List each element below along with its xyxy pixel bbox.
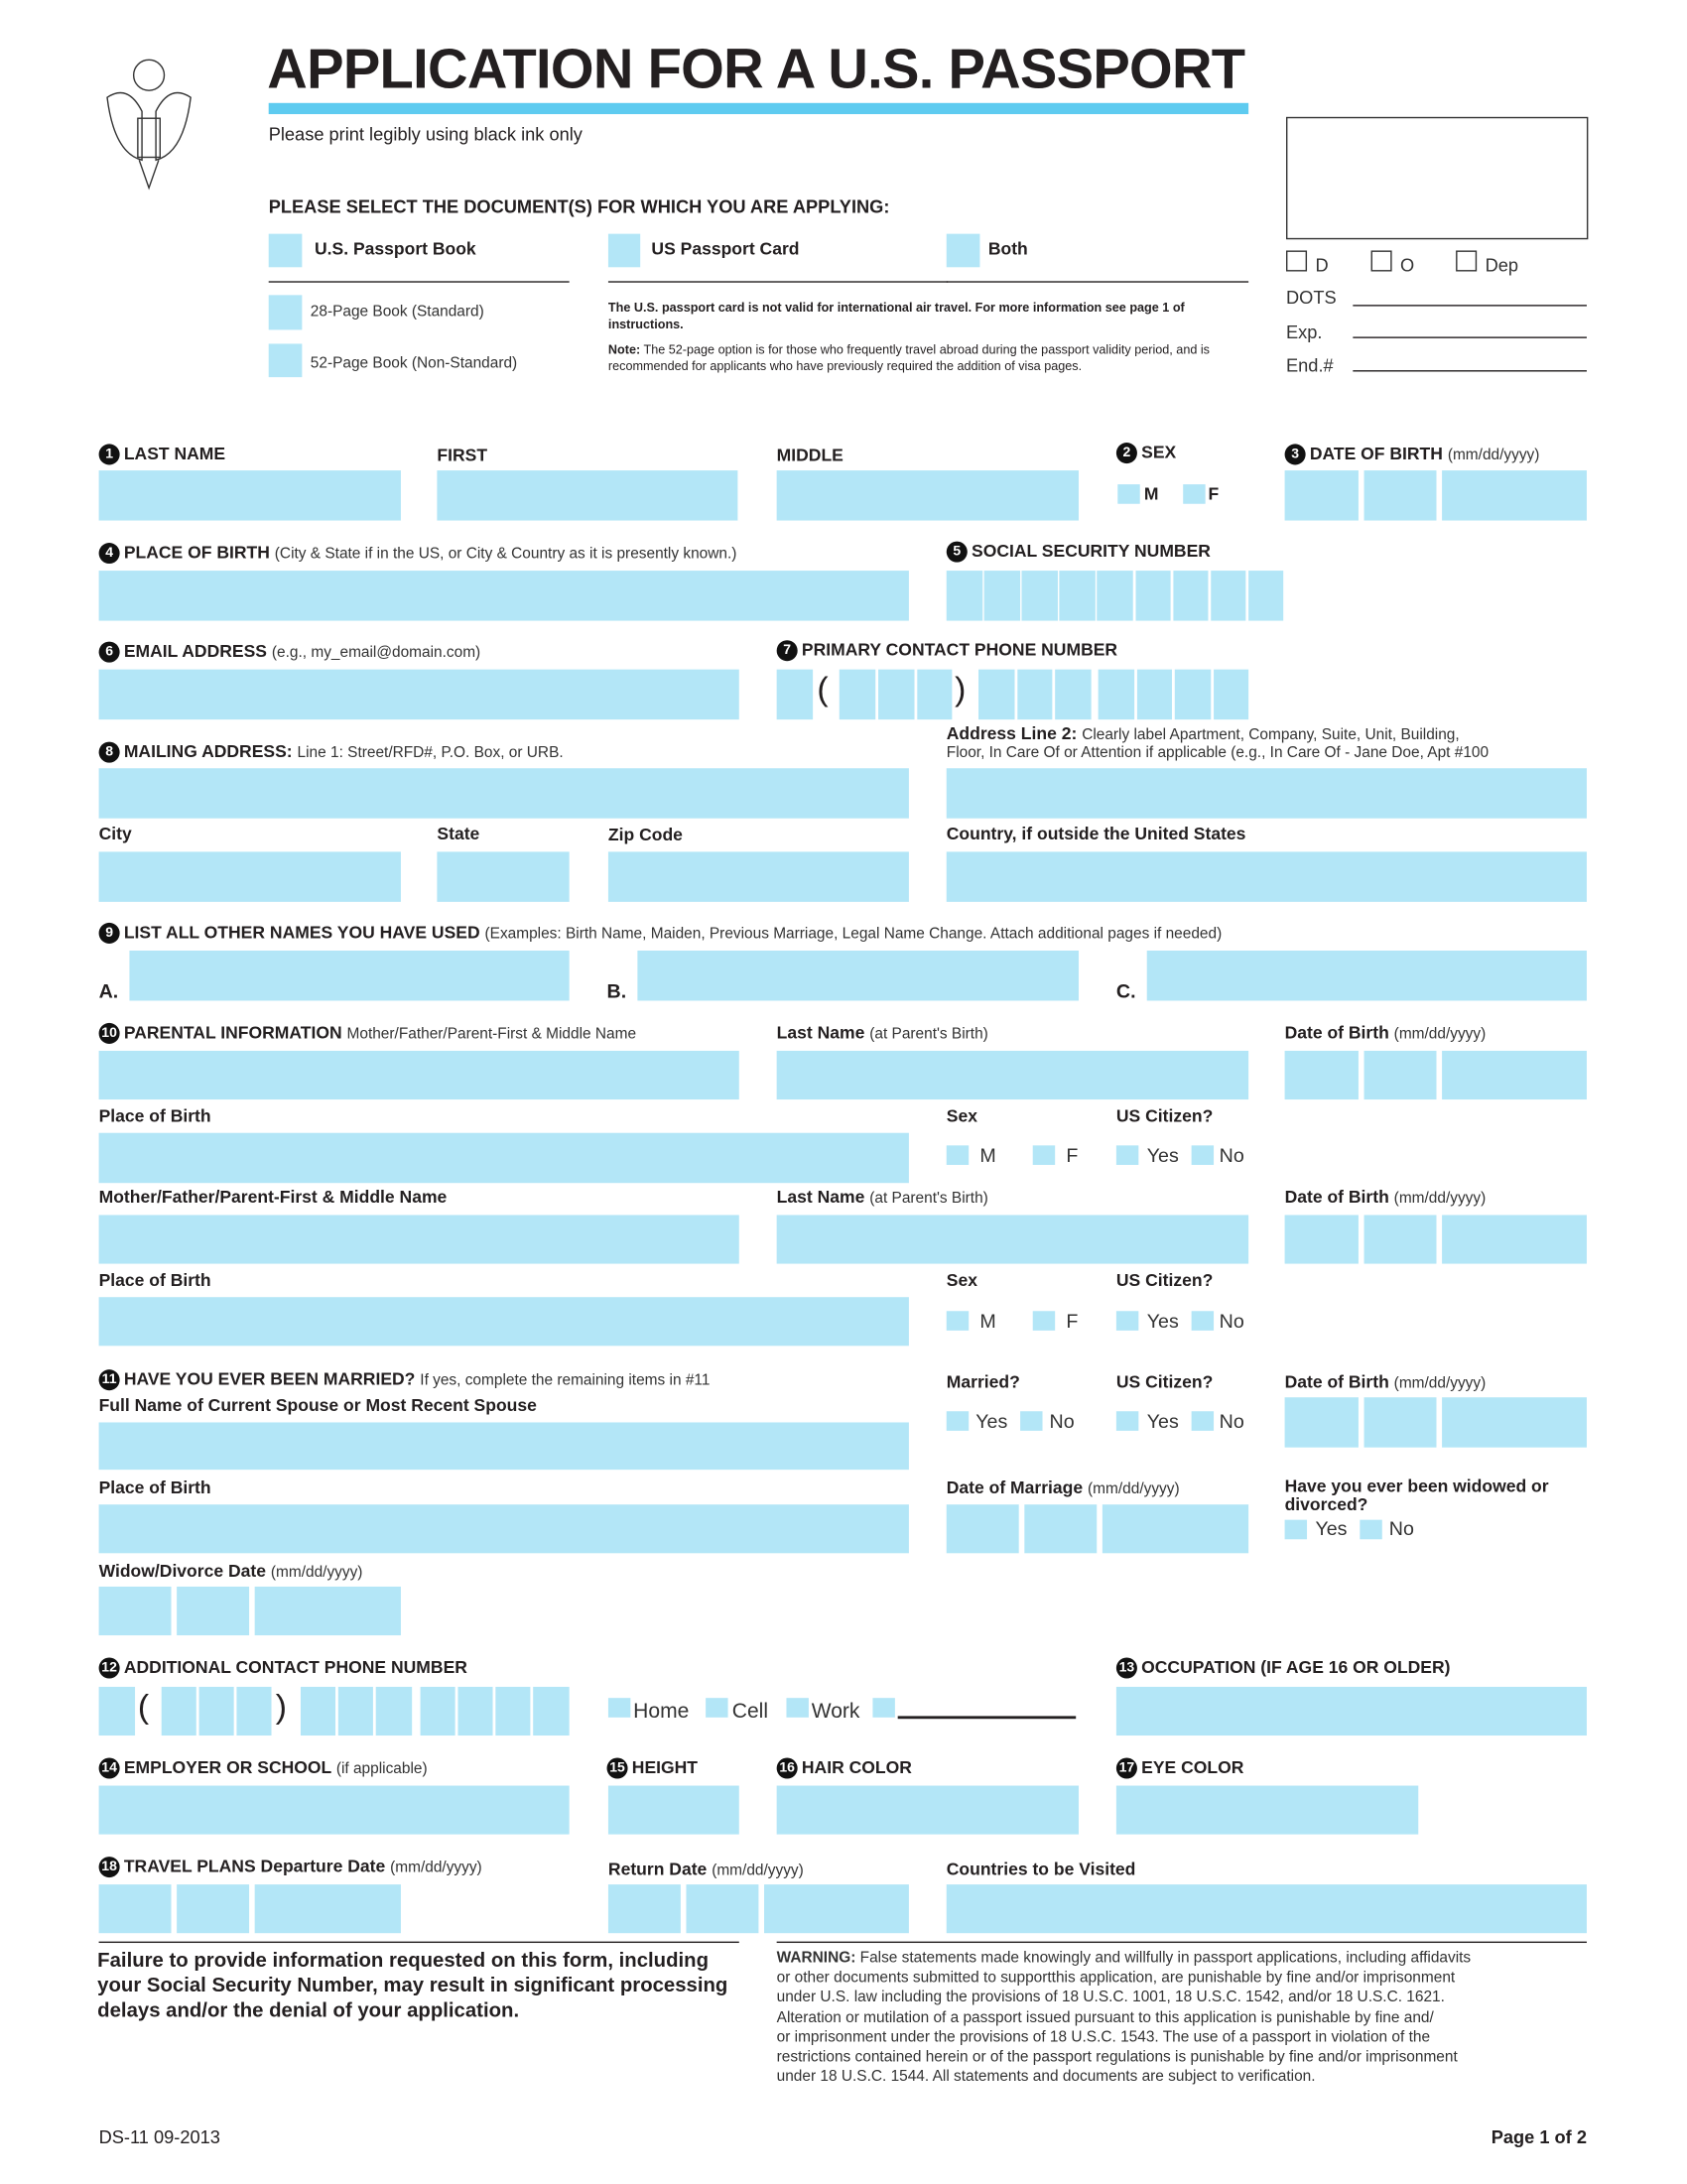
spouse-citizen-yes-label: Yes [1146,1409,1179,1433]
book52-label: 52-Page Book (Non-Standard) [310,354,518,372]
phone-digit-10[interactable] [1214,670,1248,719]
widowed-yes-checkbox[interactable] [1285,1520,1307,1540]
spouse-name-label: Full Name of Current Spouse or Most Recent Spouse [98,1395,537,1416]
additional-phone-label: ADDITIONAL CONTACT PHONE NUMBER [123,1657,467,1678]
item-number-icon: 14 [99,1757,120,1778]
eye-color-input[interactable] [1116,1786,1418,1835]
title-bar [269,103,1248,114]
parent1-dob-label: Date of Birth [1284,1022,1389,1043]
dob-hint: (mm/dd/yyyy) [1447,447,1540,464]
item-number-icon: 12 [99,1657,120,1678]
address-line2-label: Address Line 2: [946,723,1078,743]
failure-line: your Social Security Number, may result in significant processing [97,1975,728,1997]
sex-m-checkbox[interactable] [1117,484,1139,504]
divider [99,1942,739,1943]
parent1-dob-day[interactable] [1364,1051,1437,1099]
passport-book-label: U.S. Passport Book [314,239,476,259]
employer-hint: (if applicable) [335,1760,428,1778]
parent1-citizen-label: US Citizen? [1115,1106,1214,1126]
eye-color-label: EYE COLOR [1141,1757,1244,1778]
parent1-dob-year[interactable] [1442,1051,1587,1099]
state-input[interactable] [437,851,569,901]
spouse-dob-year[interactable] [1442,1397,1587,1447]
parent2-f-checkbox[interactable] [1033,1311,1055,1331]
phone-other-line[interactable] [898,1716,1077,1719]
add-phone-digit-5[interactable] [338,1687,373,1735]
spouse-dob-day[interactable] [1364,1397,1437,1447]
dob-year[interactable] [1442,470,1587,520]
spouse-citizen-label: US Citizen? [1115,1371,1214,1392]
both-label: Both [987,239,1028,259]
item-number-icon: 1 [99,444,120,464]
spouse-citizen-no-label: No [1219,1409,1244,1433]
item-number-icon: 10 [99,1023,120,1044]
parent2-m-checkbox[interactable] [947,1311,969,1331]
email-label: EMAIL ADDRESS [123,641,268,662]
parent1-no-label: No [1219,1143,1244,1167]
item-number-icon: 8 [99,742,120,763]
divider [608,281,948,282]
add-phone-digit-2[interactable] [199,1687,234,1735]
dom-hint: (mm/dd/yyyy) [1088,1480,1180,1498]
zip-input[interactable] [608,851,909,901]
warning-line: under 18 U.S.C. 1544. All statements and documents are subject to verification. [776,2068,1316,2086]
select-heading: PLEASE SELECT THE DOCUMENT(S) FOR WHICH YOU ARE APPLYING: [268,195,890,217]
countries-input[interactable] [947,1884,1587,1933]
departure-date-year[interactable] [255,1884,401,1933]
married-label: Married? [946,1371,1020,1392]
ssn-digit-5[interactable] [1098,571,1133,620]
date-of-marriage-label: Date of Marriage [946,1477,1084,1498]
phone-work-label: Work [811,1699,860,1724]
parent2-pob-label: Place of Birth [98,1270,211,1291]
item-number-icon: 9 [99,923,120,944]
parent1-pob-input[interactable] [99,1133,909,1183]
middle-name-label: MIDDLE [776,445,844,465]
item-number-icon: 13 [1116,1657,1137,1678]
return-date-label: Return Date [607,1859,708,1879]
phone-home-checkbox[interactable] [608,1698,630,1718]
parent1-last-name-label: Last Name [776,1022,865,1043]
country-label: Country, if outside the United States [946,824,1246,843]
parent2-citizen-label: US Citizen? [1115,1270,1214,1291]
city-input[interactable] [99,851,401,901]
form-title: APPLICATION FOR A U.S. PASSPORT [267,39,1245,100]
address-line2-input[interactable] [947,768,1587,818]
widow-divorce-date-day[interactable] [177,1587,249,1635]
parent1-f-label: F [1066,1143,1079,1167]
end-label: End.# [1286,354,1334,376]
middle-name-input[interactable] [777,470,1079,520]
paren-open: ( [137,1688,150,1727]
hair-color-label: HAIR COLOR [801,1757,912,1778]
warning-line: under U.S. law including the provisions of 18 U.S.C. 1001, 18 U.S.C. 1542, and/or 18 U.S.C. 1621. [776,1989,1445,2006]
divider [269,281,570,282]
card-note: The U.S. passport card is not valid for international air travel. For more information see page 1 of instructions. [607,300,1185,331]
employer-input[interactable] [99,1786,570,1835]
married-yes-label: Yes [975,1409,1008,1433]
state-label: State [437,824,480,843]
sex-f-label: F [1208,484,1220,504]
other-names-hint: (Examples: Birth Name, Maiden, Previous Marriage, Legal Name Change. Attach additional pages if needed) [484,925,1223,943]
paren-open: ( [817,671,829,708]
ssn-digit-8[interactable] [1211,571,1246,620]
parent2-dob-day[interactable] [1364,1215,1437,1263]
passport-card-label: US Passport Card [651,239,800,259]
parent2-yes-label: Yes [1146,1309,1179,1333]
phone-digit-5[interactable] [1017,670,1052,719]
other-name-c-label: C. [1115,979,1136,1002]
address-line2-hint: Clearly label Apartment, Company, Suite, Unit, Building, [1082,726,1460,743]
parent-last-hint: (at Parent's Birth) [869,1025,988,1043]
parent2-name-label: Mother/Father/Parent-First & Middle Name [98,1187,448,1208]
parent2-no-label: No [1219,1309,1244,1333]
first-name-label: FIRST [437,445,488,465]
note-label: Note: [607,342,641,357]
phone-home-label: Home [633,1699,690,1724]
warning-line: or imprisonment under the provisions of 18 U.S.C. 1543. The use of a passport in violation of the [776,2028,1431,2046]
spouse-citizen-no-checkbox[interactable] [1192,1411,1214,1431]
marriage-date-month[interactable] [947,1504,1019,1553]
parent2-pob-input[interactable] [99,1297,909,1346]
add-phone-digit-9[interactable] [495,1687,530,1735]
other-name-b-input[interactable] [637,951,1079,1000]
parent1-last-name-input[interactable] [777,1051,1248,1099]
widowed-yes-label: Yes [1315,1516,1348,1540]
other-name-a-input[interactable] [129,951,569,1000]
dots-line [1353,305,1587,306]
email-hint: (e.g., my_email@domain.com) [271,644,481,662]
spouse-citizen-yes-checkbox[interactable] [1116,1411,1138,1431]
employer-label: EMPLOYER OR SCHOOL [123,1757,331,1778]
add-phone-digit-4[interactable] [301,1687,335,1735]
end-line [1353,370,1587,371]
add-phone-digit-6[interactable] [376,1687,412,1735]
departure-date-month[interactable] [99,1884,172,1933]
parent2-dob-month[interactable] [1285,1215,1359,1263]
parent-dob-hint: (mm/dd/yyyy) [1393,1190,1487,1208]
married-question-label: HAVE YOU EVER BEEN MARRIED? [123,1369,416,1389]
parent2-last-name-input[interactable] [777,1215,1248,1263]
occupation-label: OCCUPATION (IF AGE 16 OR OLDER) [1141,1657,1451,1678]
item-number-icon: 18 [99,1857,120,1877]
last-name-label: LAST NAME [123,444,226,464]
mailing-address-label: MAILING ADDRESS: [123,741,293,762]
item-number-icon: 2 [1116,443,1137,463]
item-number-icon: 5 [947,542,968,563]
phone-digit-7[interactable] [1099,670,1134,719]
occupation-input[interactable] [1116,1687,1587,1735]
add-phone-digit-7[interactable] [421,1687,455,1735]
married-no-label: No [1049,1409,1075,1433]
item-number-icon: 4 [99,543,120,564]
parent2-last-name-label: Last Name [776,1187,865,1208]
parent1-pob-label: Place of Birth [98,1106,211,1126]
failure-line: delays and/or the denial of your application. [97,1999,520,2022]
spouse-dob-month[interactable] [1285,1397,1359,1447]
dots-label: DOTS [1286,286,1337,308]
warning-line: Alteration or mutilation of a passport issued pursuant to this application is punishable by fine and/ [776,2008,1434,2026]
ssn-digit-3[interactable] [1022,571,1058,620]
place-of-birth-input[interactable] [99,571,909,620]
widow-divorce-date-month[interactable] [99,1587,172,1635]
add-phone-digit-1[interactable] [162,1687,196,1735]
married-hint: If yes, complete the remaining items in #11 [420,1371,711,1389]
parental-info-label: PARENTAL INFORMATION [123,1022,342,1043]
item-number-icon: 11 [99,1369,120,1390]
paren-close: ) [955,671,967,708]
warning-notice [777,1949,1471,2087]
dob-month[interactable] [1285,470,1359,520]
office-o-checkbox[interactable] [1371,250,1392,271]
dob-label: DATE OF BIRTH [1309,444,1443,464]
last-name-input[interactable] [99,470,401,520]
parent1-f-checkbox[interactable] [1033,1145,1055,1165]
phone-work-checkbox[interactable] [786,1698,808,1718]
parent1-yes-checkbox[interactable] [1116,1145,1138,1165]
parent2-dob-year[interactable] [1442,1215,1587,1263]
phone-digit-4[interactable] [978,670,1014,719]
height-input[interactable] [608,1786,739,1835]
other-name-c-input[interactable] [1147,951,1587,1000]
phone-cell-label: Cell [731,1699,769,1724]
page-number: Page 1 of 2 [1491,2126,1587,2148]
spouse-name-input[interactable] [99,1422,909,1470]
marriage-date-year[interactable] [1103,1504,1248,1553]
divider [947,281,1248,282]
first-name-input[interactable] [437,470,737,520]
wd-hint: (mm/dd/yyyy) [270,1564,363,1582]
travel-plans-label: TRAVEL PLANS [123,1857,256,1876]
departure-date-label: Departure Date [260,1857,386,1876]
parent1-name-input[interactable] [99,1051,739,1099]
return-date-day[interactable] [686,1884,758,1933]
spouse-dob-label: Date of Birth [1284,1371,1389,1392]
book28-label: 28-Page Book (Standard) [310,303,484,321]
mailing-address-input[interactable] [99,768,909,818]
item-number-icon: 6 [99,642,120,663]
other-names-label: LIST ALL OTHER NAMES YOU HAVE USED [123,922,480,943]
widowed-no-checkbox[interactable] [1360,1520,1381,1540]
failure-notice [97,1949,727,2024]
height-label: HEIGHT [631,1757,699,1778]
widowed-no-label: No [1388,1516,1414,1540]
add-phone-digit-8[interactable] [457,1687,492,1735]
country-input[interactable] [947,851,1587,901]
warning-line: restrictions contained herein or of the passport regulations is punishable by fine and/or imprisonment [776,2048,1458,2066]
form-id: DS-11 09-2013 [98,2126,220,2148]
warning-line: or other documents submitted to supportthis application, are punishable by fine and/or imprisonment [776,1969,1456,1987]
book52-checkbox[interactable] [269,343,303,377]
subtitle: Please print legibly using black ink only [268,123,583,145]
parent-dob-hint: (mm/dd/yyyy) [1393,1025,1487,1043]
return-date-year[interactable] [764,1884,909,1933]
sex-m-label: M [1143,484,1159,504]
office-dep-checkbox[interactable] [1456,250,1477,271]
ssn-label: SOCIAL SECURITY NUMBER [972,541,1211,562]
spouse-dob-hint: (mm/dd/yyyy) [1393,1374,1487,1392]
widowed-label: Have you ever been widowed or divorced? [1284,1477,1549,1515]
parent2-sex-label: Sex [946,1270,977,1291]
item-number-icon: 15 [607,1757,628,1778]
married-no-checkbox[interactable] [1020,1411,1042,1431]
phone-digit-6[interactable] [1055,670,1091,719]
pob-hint: (City & State if in the US, or City & Country as it is presently known.) [274,545,737,563]
divider [777,1942,1587,1943]
parent1-m-label: M [979,1143,996,1167]
email-input[interactable] [99,670,739,719]
add-phone-country-input[interactable] [99,1687,135,1735]
parent1-sex-label: Sex [946,1106,977,1126]
address-line2-hint: Floor, In Care Of or Attention if applicable (e.g., In Care Of - Jane Doe, Apt #100 [946,744,1490,762]
parent1-yes-label: Yes [1146,1143,1179,1167]
spouse-pob-label: Place of Birth [98,1477,211,1498]
add-phone-digit-10[interactable] [533,1687,569,1735]
item-number-icon: 7 [777,640,798,661]
parent1-no-checkbox[interactable] [1192,1145,1214,1165]
parent2-m-label: M [979,1309,996,1333]
parent-last-hint: (at Parent's Birth) [869,1190,988,1208]
parent1-dob-month[interactable] [1285,1051,1359,1099]
phone-digit-9[interactable] [1175,670,1211,719]
dep-hint: (mm/dd/yyyy) [390,1859,482,1876]
passport-card-checkbox[interactable] [608,234,640,268]
phone-other-checkbox[interactable] [872,1698,894,1718]
parent2-f-label: F [1066,1309,1079,1333]
return-date-month[interactable] [608,1884,681,1933]
marriage-date-day[interactable] [1024,1504,1097,1553]
phone-digit-1[interactable] [840,670,875,719]
passport-book-checkbox[interactable] [269,234,303,268]
ssn-digit-9[interactable] [1248,571,1284,620]
office-use-box [1286,117,1588,239]
place-of-birth-label: PLACE OF BIRTH [123,543,270,563]
parent2-dob-label: Date of Birth [1284,1187,1389,1208]
ret-hint: (mm/dd/yyyy) [712,1862,804,1879]
spouse-pob-input[interactable] [99,1504,909,1553]
mailing-hint: Line 1: Street/RFD#, P.O. Box, or URB. [297,744,564,762]
office-d-label: D [1315,254,1329,276]
item-number-icon: 3 [1285,444,1306,464]
ssn-digit-6[interactable] [1135,571,1171,620]
ssn-digit-4[interactable] [1060,571,1096,620]
office-dep-label: Dep [1485,254,1519,276]
phone-digit-3[interactable] [917,670,952,719]
exp-label: Exp. [1286,321,1323,343]
phone-label: PRIMARY CONTACT PHONE NUMBER [801,640,1118,660]
dob-day[interactable] [1364,470,1437,520]
countries-label: Countries to be Visited [946,1859,1136,1879]
great-seal-icon [100,56,197,192]
other-name-a-label: A. [98,979,119,1002]
book28-checkbox[interactable] [269,295,303,329]
phone-country-input[interactable] [777,670,813,719]
note-text: The 52-page option is for those who frequently travel abroad during the passport validity period, and is recommended for applicants who have previously required the addition of visa pages. [607,342,1210,373]
city-label: City [98,824,132,843]
ssn-digit-2[interactable] [984,571,1020,620]
phone-digit-8[interactable] [1137,670,1172,719]
parent-name-hint: Mother/Father/Parent-First & Middle Name [346,1025,637,1043]
add-phone-digit-3[interactable] [236,1687,271,1735]
departure-date-day[interactable] [177,1884,249,1933]
phone-digit-2[interactable] [878,670,914,719]
widow-divorce-date-label: Widow/Divorce Date [98,1561,266,1582]
office-o-label: O [1400,254,1415,276]
office-d-checkbox[interactable] [1286,250,1307,271]
item-number-icon: 17 [1116,1757,1137,1778]
ssn-digit-7[interactable] [1173,571,1209,620]
warning-label: WARNING: [776,1950,856,1967]
both-checkbox[interactable] [947,234,980,268]
parent2-yes-checkbox[interactable] [1116,1311,1138,1331]
zip-label: Zip Code [607,825,683,845]
item-number-icon: 16 [777,1757,798,1778]
other-name-b-label: B. [606,979,627,1002]
warning-line: False statements made knowingly and willfully in passport applications, including affidavits [859,1950,1472,1967]
paren-close: ) [275,1688,287,1727]
sex-label: SEX [1141,443,1177,462]
parent1-m-checkbox[interactable] [947,1145,969,1165]
widow-divorce-date-year[interactable] [255,1587,401,1635]
parent2-no-checkbox[interactable] [1192,1311,1214,1331]
hair-color-input[interactable] [777,1786,1079,1835]
ssn-digit-1[interactable] [947,571,982,620]
married-yes-checkbox[interactable] [947,1411,969,1431]
exp-line [1353,336,1587,337]
failure-line: Failure to provide information requested on this form, including [97,1950,710,1973]
phone-cell-checkbox[interactable] [706,1698,727,1718]
parent2-name-input[interactable] [99,1215,739,1263]
sex-f-checkbox[interactable] [1183,484,1205,504]
